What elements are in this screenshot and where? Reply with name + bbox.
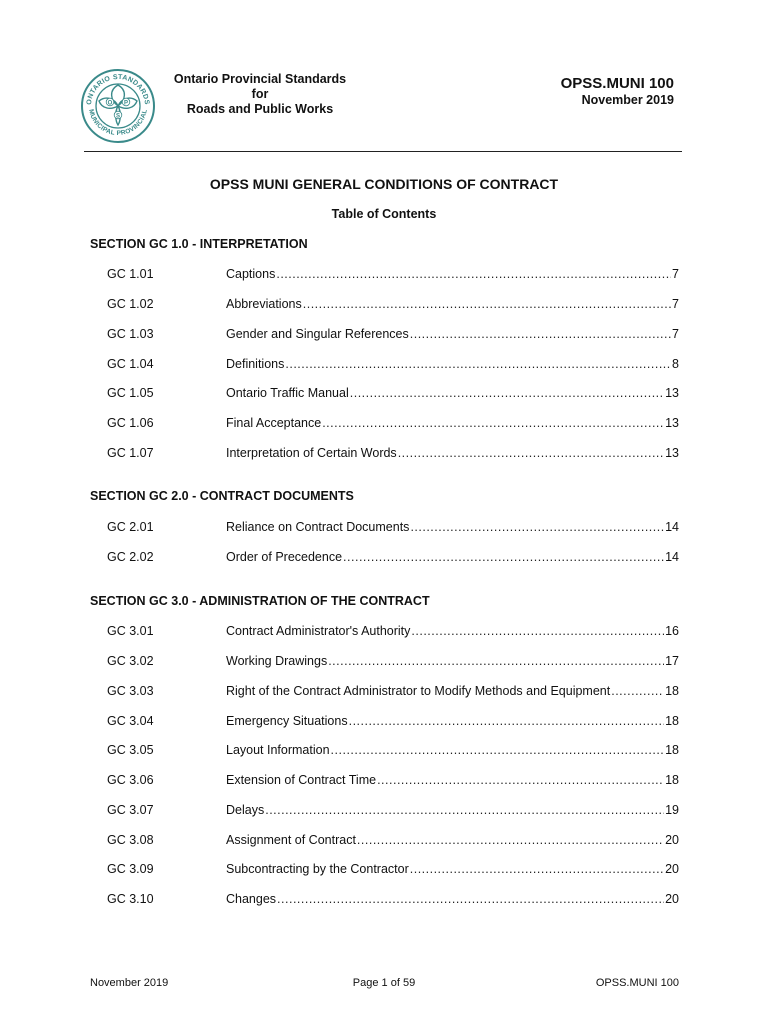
- toc-entry[interactable]: [107, 445, 679, 461]
- toc-entry-page: 20: [665, 833, 679, 847]
- toc-entry-number: GC 3.01: [107, 624, 154, 638]
- toc-entry-page: 13: [665, 386, 679, 400]
- toc-entry-caption: Changes: [226, 892, 277, 906]
- toc-entry[interactable]: [107, 861, 679, 877]
- toc-entry-number: GC 1.02: [107, 297, 154, 311]
- toc-entry[interactable]: [107, 891, 679, 907]
- footer-date: November 2019: [90, 977, 169, 989]
- toc-entry-caption: Abbreviations: [226, 297, 302, 311]
- document-title: OPSS MUNI GENERAL CONDITIONS OF CONTRACT: [209, 176, 559, 192]
- toc-entry-page: 20: [665, 892, 679, 906]
- dot-leader: [349, 713, 665, 729]
- dot-leader: [265, 802, 664, 818]
- toc-entry-caption: Extension of Contract Time: [226, 773, 377, 787]
- section-heading: SECTION GC 3.0 - ADMINISTRATION OF THE CONTRACT: [90, 594, 430, 608]
- toc-entry[interactable]: [107, 415, 679, 431]
- toc-entry[interactable]: [107, 742, 679, 758]
- dot-leader: [350, 385, 664, 401]
- toc-entry-caption: Gender and Singular References: [226, 327, 409, 341]
- seal-letter-s: S: [115, 113, 121, 120]
- toc-entry[interactable]: [107, 683, 679, 699]
- toc-entry-number: GC 1.04: [107, 357, 154, 371]
- toc-entry-caption: Delays: [226, 803, 265, 817]
- organization-name: [160, 72, 360, 117]
- toc-entry-caption: Layout Information: [226, 743, 330, 757]
- toc-entry-number: GC 3.06: [107, 773, 154, 787]
- toc-entry-page: 13: [665, 416, 679, 430]
- toc-entry-page: 18: [665, 714, 679, 728]
- toc-entry-number: GC 3.10: [107, 892, 154, 906]
- dot-leader: [277, 891, 664, 907]
- toc-entry-number: GC 3.08: [107, 833, 154, 847]
- dot-leader: [377, 772, 664, 788]
- toc-entry-page: 7: [672, 327, 679, 341]
- toc-entry[interactable]: [107, 296, 679, 312]
- toc-entry-caption: Emergency Situations: [226, 714, 348, 728]
- toc-entry-number: GC 3.04: [107, 714, 154, 728]
- document-identifier: [561, 74, 674, 108]
- toc-entry-page: 16: [665, 624, 679, 638]
- toc-entry[interactable]: [107, 653, 679, 669]
- toc-entry-page: 18: [665, 684, 679, 698]
- toc-entry[interactable]: [107, 549, 679, 565]
- toc-entry-number: GC 2.02: [107, 550, 154, 564]
- toc-entry[interactable]: [107, 623, 679, 639]
- toc-entry-page: 14: [665, 550, 679, 564]
- document-date: November 2019: [581, 93, 674, 107]
- toc-entry[interactable]: [107, 326, 679, 342]
- toc-entry-page: 17: [665, 654, 679, 668]
- toc-entry[interactable]: [107, 772, 679, 788]
- toc-entry-caption: Contract Administrator's Authority: [226, 624, 411, 638]
- toc-entry-caption: Interpretation of Certain Words: [226, 446, 397, 460]
- seal-letter-p: P: [123, 100, 129, 107]
- dot-leader: [357, 832, 664, 848]
- footer-page-number: Page 1 of 59: [352, 977, 416, 989]
- toc-entry-caption: Captions: [226, 267, 276, 281]
- toc-entry-number: GC 3.09: [107, 862, 154, 876]
- seal-ring-text-bottom: MUNICIPAL PROVINCIAL: [87, 108, 149, 138]
- section-heading: SECTION GC 2.0 - CONTRACT DOCUMENTS: [90, 489, 354, 503]
- toc-entry-page: 18: [665, 773, 679, 787]
- toc-entry-caption: Definitions: [226, 357, 285, 371]
- toc-entry-number: GC 1.03: [107, 327, 154, 341]
- toc-entry-caption: Assignment of Contract: [226, 833, 356, 847]
- toc-entry-caption: Ontario Traffic Manual: [226, 386, 349, 400]
- toc-heading: Table of Contents: [331, 207, 437, 221]
- dot-leader: [410, 861, 664, 877]
- seal-ring-text-top: ONTARIO STANDARDS: [85, 73, 151, 106]
- seal-letter-o: O: [107, 100, 113, 107]
- toc-entry-page: 13: [665, 446, 679, 460]
- dot-leader: [398, 445, 664, 461]
- toc-entry[interactable]: [107, 266, 679, 282]
- org-line-3: Roads and Public Works: [186, 102, 334, 116]
- toc-entry-number: GC 1.01: [107, 267, 154, 281]
- toc-entry-number: GC 1.05: [107, 386, 154, 400]
- dot-leader: [343, 549, 664, 565]
- opss-logo: [80, 68, 156, 144]
- header-divider: [84, 151, 682, 152]
- toc-entry-number: GC 3.07: [107, 803, 154, 817]
- document-code: OPSS.MUNI 100: [560, 75, 674, 92]
- dot-leader: [285, 356, 671, 372]
- footer-document-code: OPSS.MUNI 100: [595, 977, 679, 989]
- toc-entry-number: GC 1.06: [107, 416, 154, 430]
- toc-entry-page: 20: [665, 862, 679, 876]
- toc-entry-page: 14: [665, 520, 679, 534]
- toc-entry[interactable]: [107, 713, 679, 729]
- dot-leader: [331, 742, 665, 758]
- toc-entry-number: GC 3.05: [107, 743, 154, 757]
- section-heading: SECTION GC 1.0 - INTERPRETATION: [90, 237, 308, 251]
- toc-entry-caption: Final Acceptance: [226, 416, 322, 430]
- org-line-2: for: [251, 87, 269, 101]
- toc-entry-page: 18: [665, 743, 679, 757]
- toc-entry-caption: Order of Precedence: [226, 550, 343, 564]
- toc-entry-page: 7: [672, 267, 679, 281]
- toc-entry[interactable]: [107, 832, 679, 848]
- toc-entry-page: 7: [672, 297, 679, 311]
- dot-leader: [611, 683, 664, 699]
- trillium-seal-icon: [80, 68, 156, 144]
- toc-entry[interactable]: [107, 356, 679, 372]
- toc-entry[interactable]: [107, 802, 679, 818]
- toc-entry-number: GC 1.07: [107, 446, 154, 460]
- toc-entry[interactable]: [107, 385, 679, 401]
- toc-entry-caption: Subcontracting by the Contractor: [226, 862, 409, 876]
- toc-entry-page: 19: [665, 803, 679, 817]
- toc-entry-caption: Reliance on Contract Documents: [226, 520, 410, 534]
- dot-leader: [410, 519, 664, 535]
- org-line-1: Ontario Provincial Standards: [173, 72, 347, 86]
- toc-entry-page: 8: [672, 357, 679, 371]
- dot-leader: [410, 326, 671, 342]
- toc-entry-number: GC 3.03: [107, 684, 154, 698]
- toc-entry-caption: Working Drawings: [226, 654, 328, 668]
- toc-entry-caption: Right of the Contract Administrator to Modify Methods and Equipment: [226, 684, 611, 698]
- toc-entry-number: GC 2.01: [107, 520, 154, 534]
- dot-leader: [411, 623, 664, 639]
- toc-entry[interactable]: [107, 519, 679, 535]
- dot-leader: [328, 653, 664, 669]
- toc-entry-number: GC 3.02: [107, 654, 154, 668]
- dot-leader: [276, 266, 671, 282]
- dot-leader: [303, 296, 671, 312]
- dot-leader: [322, 415, 664, 431]
